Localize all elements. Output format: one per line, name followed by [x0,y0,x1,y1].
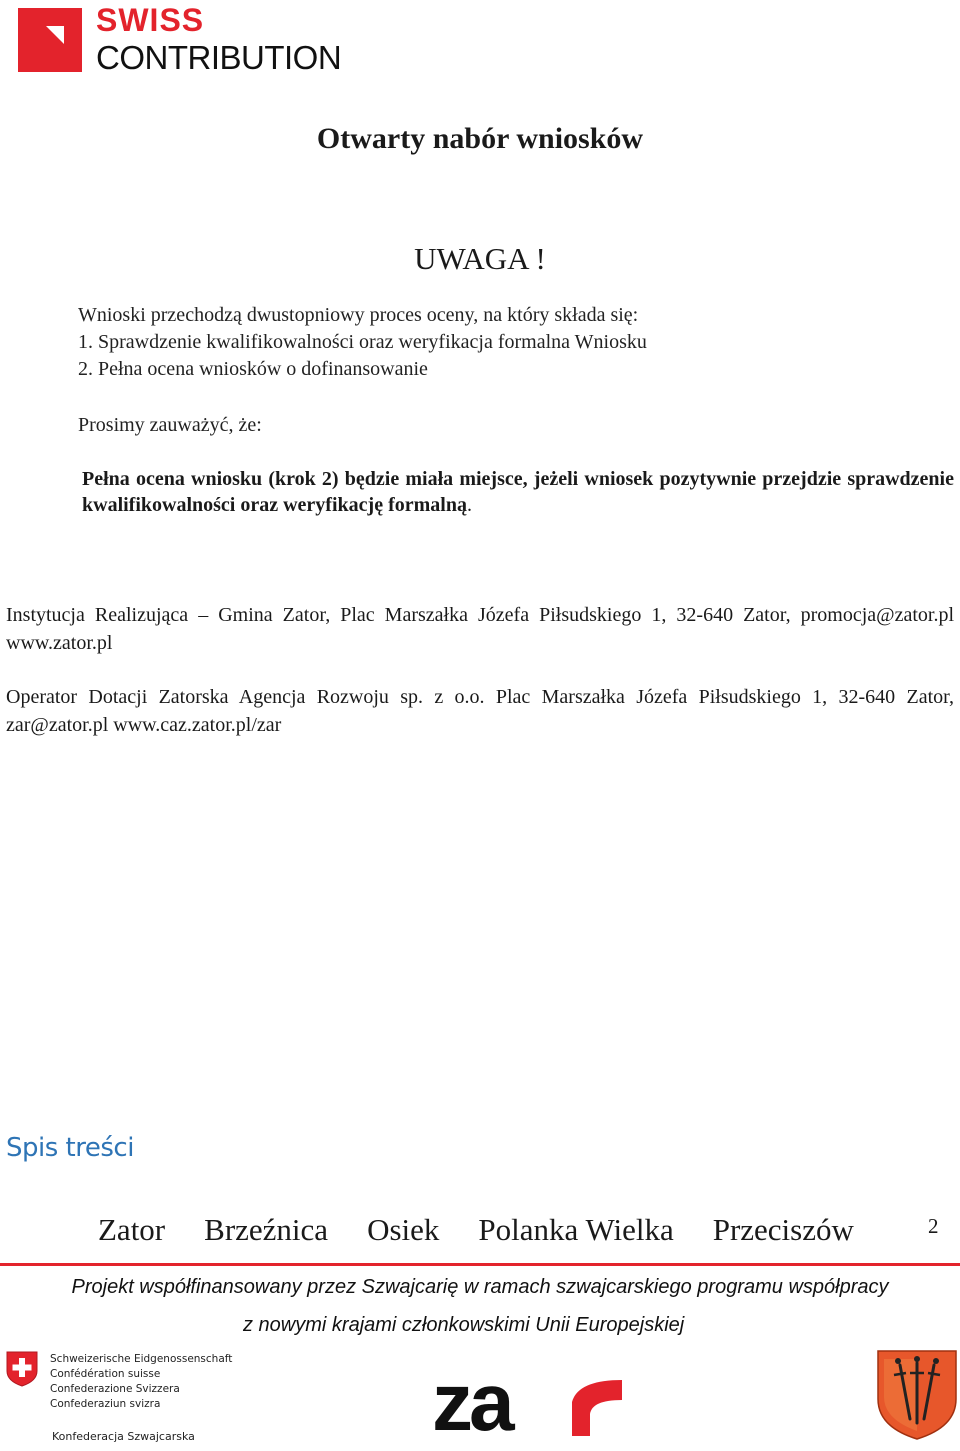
notice-step-1: 1. Sprawdzenie kwalifikowalności oraz weryfikacja formalna Wniosku [78,331,647,353]
page-title: Otwarty nabór wniosków [316,122,644,155]
confederation-de: Schweizerische Eidgenossenschaft [50,1353,233,1365]
zar-logo [432,1370,628,1443]
notice-heading: UWAGA ! [414,241,546,276]
logo-swiss-text: SWISS [96,2,205,38]
notice-step-2: 2. Pełna ocena wniosków o dofinansowanie [78,358,428,380]
confederation-rm: Confederaziun svizra [50,1398,161,1410]
bold-note [82,466,954,518]
svg-text:za: za [432,1370,511,1438]
coat-of-arms-icon [876,1349,958,1446]
logo-contribution-text: CONTRIBUTION [96,39,342,76]
footer-divider [0,1263,960,1266]
town-name: Przeciszów [712,1212,854,1247]
note-label: Prosimy zauważyć, że: [78,414,262,436]
swiss-shield-icon [6,1351,38,1387]
grant-operator: Operator Dotacji Zatorska Agencja Rozwoju sp. z o.o. Plac Marszałka Józefa Piłsudskiego 1, 32-640 Zator, zar@zator.pl www.caz.zator.pl/zar [6,686,954,736]
confederation-pl: Konfederacja Szwajcarska [52,1430,195,1443]
confederation-fr: Confédération suisse [50,1368,161,1380]
confederation-it: Confederazione Svizzera [50,1383,180,1395]
toc-heading: Spis treści [6,1133,134,1163]
town-name: Osiek [367,1212,440,1247]
towns-list [98,1212,854,1248]
cofinancing-line-1: Projekt współfinansowany przez Szwajcarię w ramach szwajcarskiego programu współpracy [71,1276,889,1298]
notice-intro: Wnioski przechodzą dwustopniowy proces oceny, na który składa się: [78,304,639,326]
town-name: Brzeźnica [204,1212,329,1247]
bold-note-text: Pełna ocena wniosku (krok 2) będzie miała miejsce, jeżeli wniosek pozytywnie przejdzie sprawdzenie kwalifikowalności oraz weryfikację formalną [82,468,954,516]
confederation-names [50,1352,232,1412]
swiss-contribution-logo-icon [18,8,82,72]
town-name: Polanka Wielka [478,1212,674,1247]
page-number: 2 [928,1214,939,1238]
town-name: Zator [98,1212,166,1247]
implementing-institution: Instytucja Realizująca – Gmina Zator, Plac Marszałka Józefa Piłsudskiego 1, 32-640 Zator, promocja@zator.pl www.zator.pl [6,604,954,654]
bold-note-period: . [466,494,472,516]
cofinancing-line-2: z nowymi krajami członkowskimi Unii Europejskiej [243,1314,685,1336]
